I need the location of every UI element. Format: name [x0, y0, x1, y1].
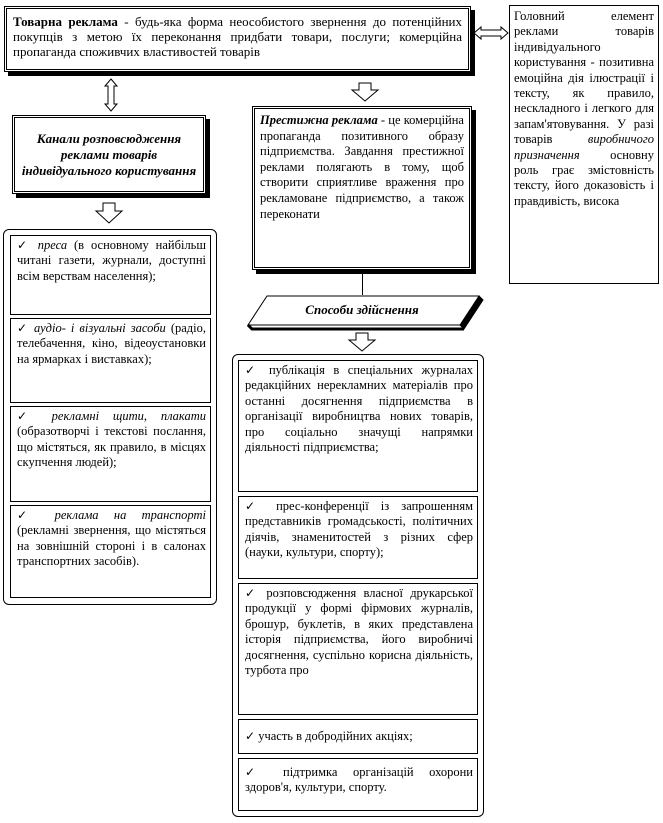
method-item: ✓ публікація в спеціальних журналах редакційних нерекламних матеріалів про останні досягнення підприємства в організації виробництва нових товарів, про соціально значущі напрямки діяльності підприємства; — [238, 360, 478, 492]
double-arrow-horizontal-icon — [473, 25, 509, 41]
connector-line — [362, 273, 363, 295]
product-advertising-term: Товарна реклама — [13, 14, 118, 29]
down-arrow-icon — [347, 332, 377, 352]
main-element-note-text: Головний елемент реклами товарів індивідуального користування - позитивна емоційна дія ілюстрації і тексту, як правило, нескладного і легкого для запам'ятовування. У разі товарів виробничого призначення основну роль грає змістовність тексту, його доказовість і правдивість, висока — [514, 9, 654, 208]
prestige-advertising-box — [252, 106, 472, 270]
product-advertising-box — [4, 6, 471, 72]
method-item: ✓ прес-конференції із запрошенням представників громадськості, політичних діячів, знаменитостей з різних сфер (науки, культури, спорту); — [238, 496, 478, 579]
method-item: ✓ розповсюдження власної друкарської продукції у формі фірмових журналів, брошур, буклетів, в яких представлена історія підприємства, його виробничі досягнення, суспільно корисна діяльність, турбота про — [238, 583, 478, 715]
channel-item: ✓ рекламні щити, плакати (образотворчі і текстові послання, що містяться, як правило, в місцях скупчення людей); — [10, 406, 211, 502]
main-element-note-box — [509, 5, 659, 284]
prestige-advertising-text: Престижна реклама - це комерційна пропаганда позитивного образу підприємства. Завдання престижної реклами полягають в тому, щоб створити сприятливе враження про рекламоване підприємство, а також переконати — [260, 113, 464, 221]
method-item: ✓ участь в добродійних акціях; — [238, 719, 478, 754]
channel-item: ✓ преса (в основному найбільш читані газети, журнали, доступні всім верствам населення); — [10, 235, 211, 315]
down-arrow-icon — [350, 82, 380, 102]
channel-item: ✓ реклама на транспорті (рекламні звернення, що містяться на зовнішній стороні і в салонах транспортних засобів). — [10, 505, 211, 598]
methods-label: Способи здійснення — [305, 302, 419, 317]
prestige-advertising-term: Престижна реклама — [260, 113, 378, 127]
channels-list — [3, 229, 217, 605]
down-arrow-icon — [94, 202, 124, 224]
product-advertising-text: Товарна реклама - будь-яка форма неособистого звернення до потенційних покупців з метою їх переконання придбати товари, послуги; комерційна пропаганда споживчих властивостей товарів — [13, 14, 462, 59]
channel-item: ✓ аудіо- і візуальні засоби (радіо, телебачення, кіно, відеоустановки на ярмарках і виставках); — [10, 318, 211, 403]
double-arrow-vertical-icon — [103, 78, 119, 112]
method-item: ✓ підтримка організацій охорони здоров'я, культури, спорту. — [238, 758, 478, 811]
methods-list — [232, 354, 484, 817]
channels-box — [12, 115, 206, 194]
channels-title: Канали розповсюдження реклами товарів індивідуального користування — [21, 130, 197, 178]
